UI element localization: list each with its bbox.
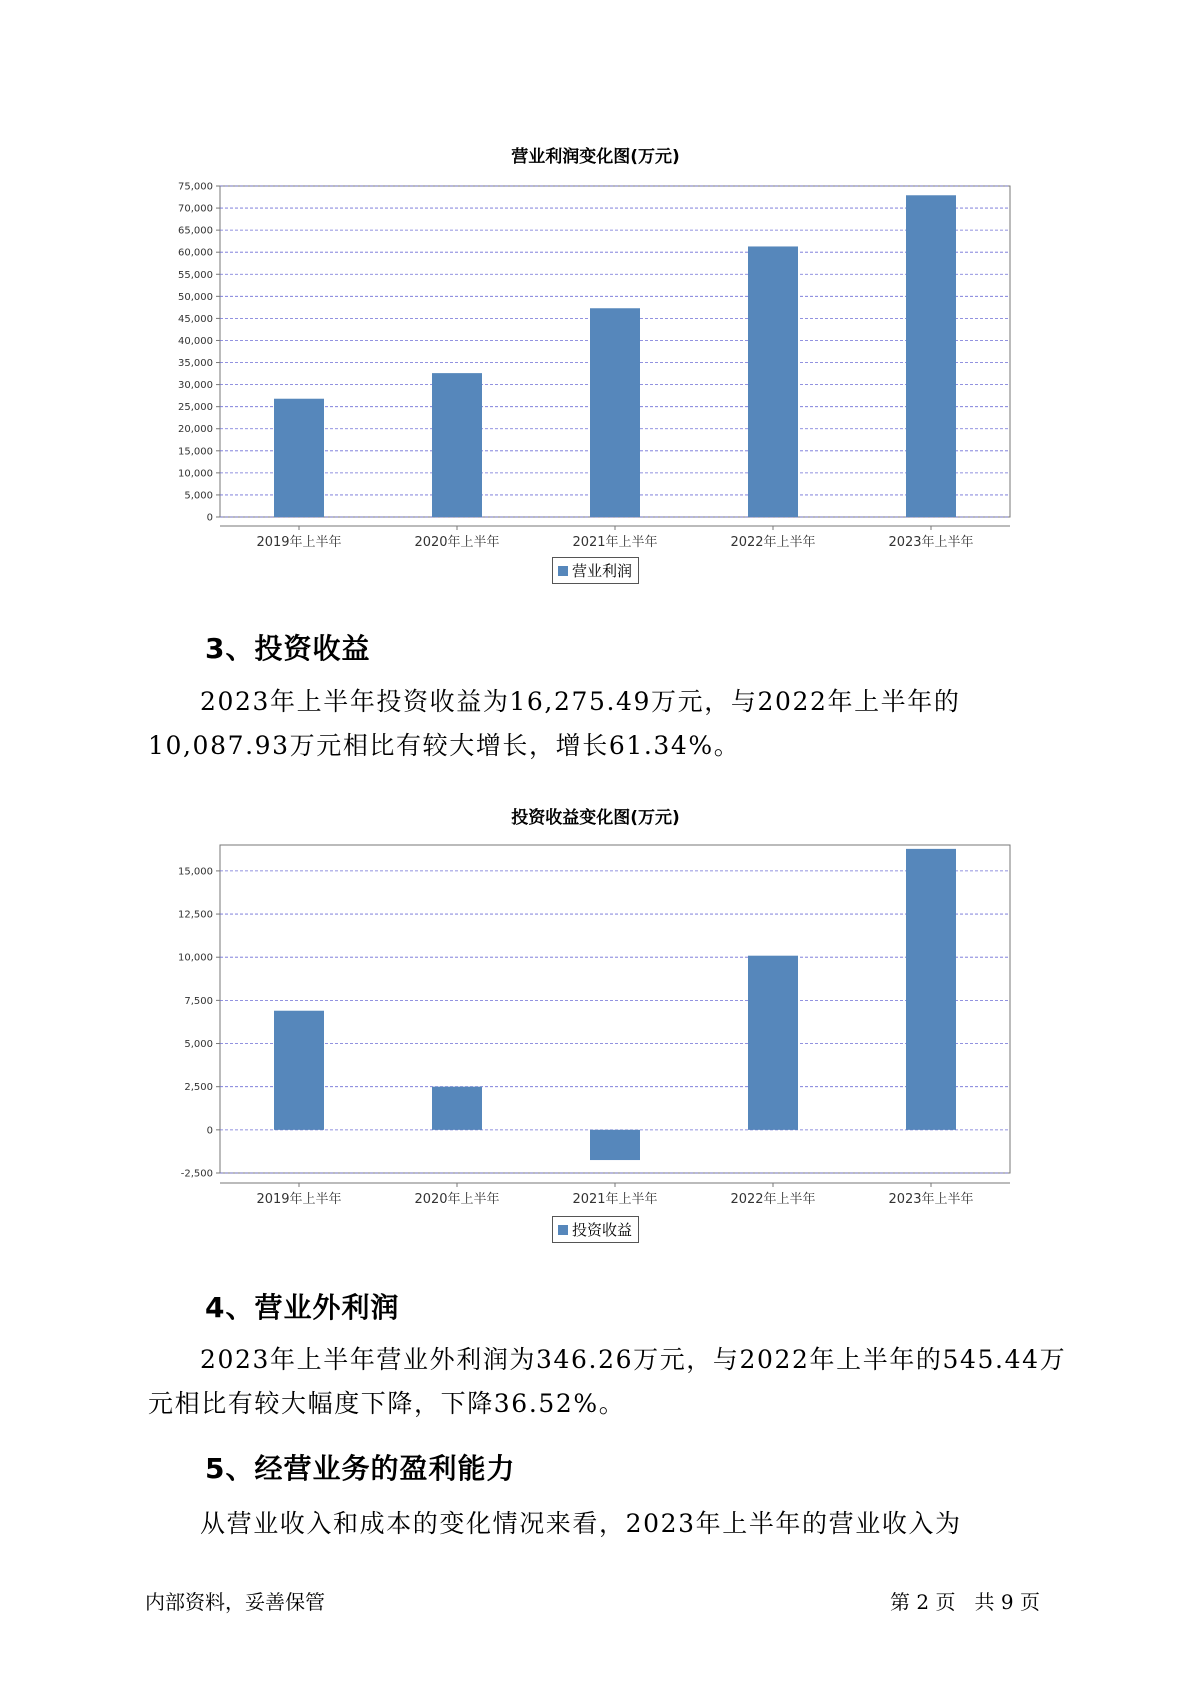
bar xyxy=(748,246,798,517)
bar xyxy=(432,373,482,517)
bar xyxy=(590,1130,640,1160)
x-tick-label: 2022年上半年 xyxy=(730,1192,816,1207)
legend-swatch xyxy=(558,1225,568,1235)
y-tick-label: 12,500 xyxy=(178,909,213,921)
plot-area xyxy=(220,845,1010,1173)
x-tick-label: 2022年上半年 xyxy=(730,535,816,550)
bar xyxy=(590,308,640,517)
y-tick-label: 10,000 xyxy=(178,952,213,964)
y-tick-label: 40,000 xyxy=(178,335,213,347)
investment-income-chart-title: 投资收益变化图(万元) xyxy=(511,808,680,828)
y-tick-label: 15,000 xyxy=(178,446,213,458)
y-tick-label: 10,000 xyxy=(178,468,213,480)
x-tick-label: 2021年上半年 xyxy=(572,1192,658,1207)
y-tick-label: 0 xyxy=(206,1125,213,1137)
y-tick-label: 75,000 xyxy=(178,181,213,193)
y-tick-label: 5,000 xyxy=(184,490,213,502)
y-tick-label: -2,500 xyxy=(180,1168,213,1180)
legend-label: 营业利润 xyxy=(572,562,633,580)
footer-confidential-note: 内部资料，妥善保管 xyxy=(145,1590,325,1614)
section-heading-investment-income: 3、投资收益 xyxy=(205,632,371,665)
bar xyxy=(748,956,798,1130)
bar xyxy=(432,1087,482,1130)
y-tick-label: 20,000 xyxy=(178,424,213,436)
paragraph-non-operating-profit: 2023年上半年营业外利润为346.26万元，与2022年上半年的545.44万元相比有较大幅度下降，下降36.52%。 xyxy=(148,1345,1067,1418)
bar xyxy=(274,1011,324,1130)
legend-swatch xyxy=(558,566,568,576)
x-tick-label: 2020年上半年 xyxy=(414,535,500,550)
footer-page-number: 第 2 页 共 9 页 xyxy=(890,1590,1040,1614)
operating-profit-legend xyxy=(552,557,639,584)
operating-profit-chart xyxy=(0,170,1191,550)
y-tick-label: 45,000 xyxy=(178,313,213,325)
paragraph-investment-income: 2023年上半年投资收益为16,275.49万元，与2022年上半年的10,087.93万元相比有较大增长，增长61.34%。 xyxy=(148,687,961,760)
y-tick-label: 50,000 xyxy=(178,291,213,303)
y-tick-label: 25,000 xyxy=(178,402,213,414)
y-tick-label: 15,000 xyxy=(178,866,213,878)
x-tick-label: 2020年上半年 xyxy=(414,1192,500,1207)
x-tick-label: 2023年上半年 xyxy=(888,535,974,550)
y-tick-label: 5,000 xyxy=(184,1039,213,1051)
x-tick-label: 2023年上半年 xyxy=(888,1192,974,1207)
bar xyxy=(906,195,956,517)
y-tick-label: 65,000 xyxy=(178,225,213,237)
legend-label: 投资收益 xyxy=(572,1221,633,1239)
y-tick-label: 30,000 xyxy=(178,380,213,392)
y-tick-label: 70,000 xyxy=(178,203,213,215)
section-heading-profitability: 5、经营业务的盈利能力 xyxy=(205,1452,516,1485)
y-tick-label: 60,000 xyxy=(178,247,213,259)
y-tick-label: 35,000 xyxy=(178,358,213,370)
paragraph-profitability: 从营业收入和成本的变化情况来看，2023年上半年的营业收入为 xyxy=(200,1509,962,1538)
x-tick-label: 2021年上半年 xyxy=(572,535,658,550)
x-tick-label: 2019年上半年 xyxy=(256,535,342,550)
operating-profit-chart-title: 营业利润变化图(万元) xyxy=(511,147,680,167)
section-heading-non-operating-profit: 4、营业外利润 xyxy=(205,1291,400,1324)
investment-income-legend xyxy=(552,1216,639,1243)
investment-income-chart xyxy=(0,835,1191,1225)
y-tick-label: 7,500 xyxy=(184,995,213,1007)
y-tick-label: 0 xyxy=(206,512,213,524)
y-tick-label: 55,000 xyxy=(178,269,213,281)
y-tick-label: 2,500 xyxy=(184,1082,213,1094)
x-tick-label: 2019年上半年 xyxy=(256,1192,342,1207)
bar xyxy=(906,849,956,1130)
bar xyxy=(274,399,324,517)
